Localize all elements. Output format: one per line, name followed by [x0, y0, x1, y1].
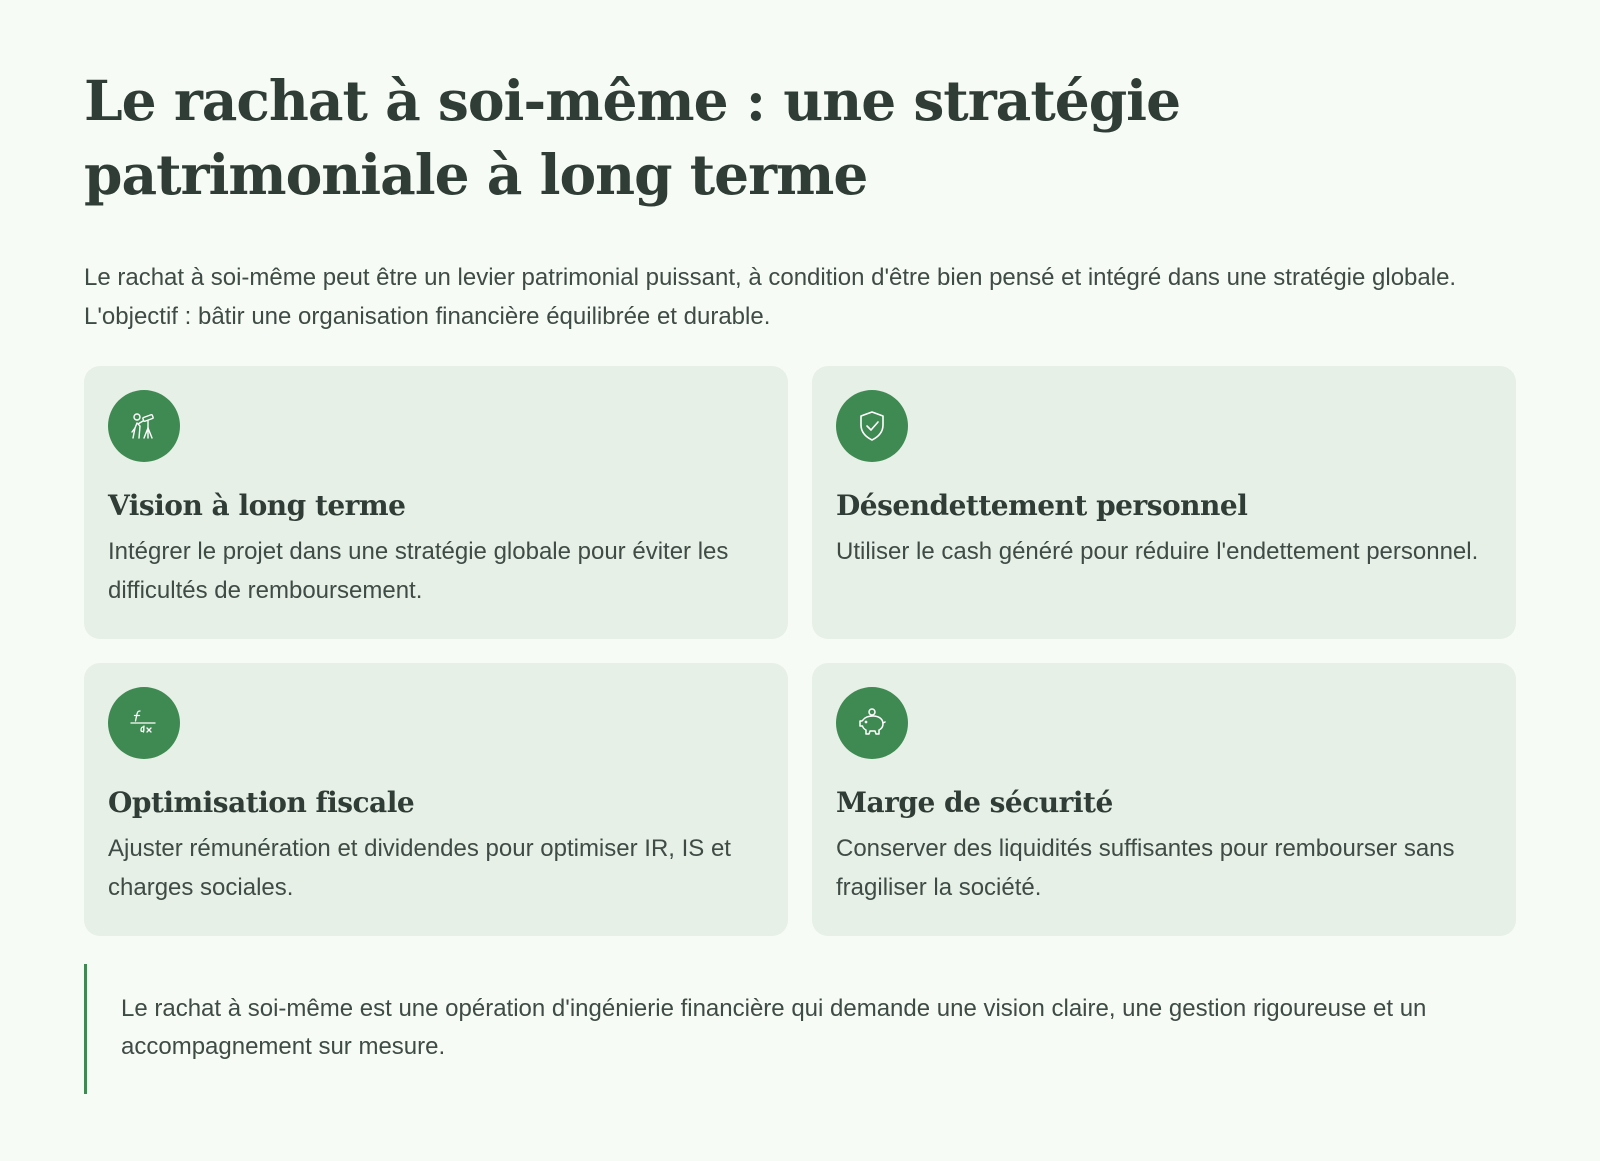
- card-title: Désendettement personnel: [836, 489, 1248, 522]
- intro-paragraph: Le rachat à soi-même peut être un levier patrimonial puissant, à condition d'être bien pensé et intégré dans une stratégie globale. L'objectif : bâtir une organisation financière équilibrée et durable.: [84, 264, 1457, 330]
- card-description: Conserver des liquidités suffisantes pour rembourser sans fragiliser la société.: [836, 835, 1455, 901]
- card-description: Intégrer le projet dans une stratégie globale pour éviter les difficultés de remboursement.: [108, 538, 729, 604]
- conclusion-callout: [84, 964, 1516, 1094]
- page: [84, 64, 1516, 1094]
- card-optimisation: [84, 663, 788, 936]
- card-title: Vision à long terme: [108, 489, 406, 522]
- card-vision: [84, 366, 788, 639]
- function-derivative-icon: [108, 687, 180, 759]
- telescope-person-icon: [108, 390, 180, 462]
- conclusion-text: Le rachat à soi-même est une opération d'ingénierie financière qui demande une vision claire, une gestion rigoureuse et un accompagnement sur mesure.: [121, 995, 1427, 1060]
- card-description: Ajuster rémunération et dividendes pour optimiser IR, IS et charges sociales.: [108, 835, 731, 901]
- cards-grid: [84, 366, 1516, 936]
- card-title: Marge de sécurité: [836, 786, 1113, 819]
- piggy-bank-icon: [836, 687, 908, 759]
- card-description: Utiliser le cash généré pour réduire l'endettement personnel.: [836, 538, 1479, 565]
- shield-check-icon: [836, 390, 908, 462]
- card-desendettement: [812, 366, 1516, 639]
- card-title: Optimisation fiscale: [108, 786, 415, 819]
- card-marge-securite: [812, 663, 1516, 936]
- page-title: Le rachat à soi-même : une stratégie patrimoniale à long terme: [84, 68, 1181, 207]
